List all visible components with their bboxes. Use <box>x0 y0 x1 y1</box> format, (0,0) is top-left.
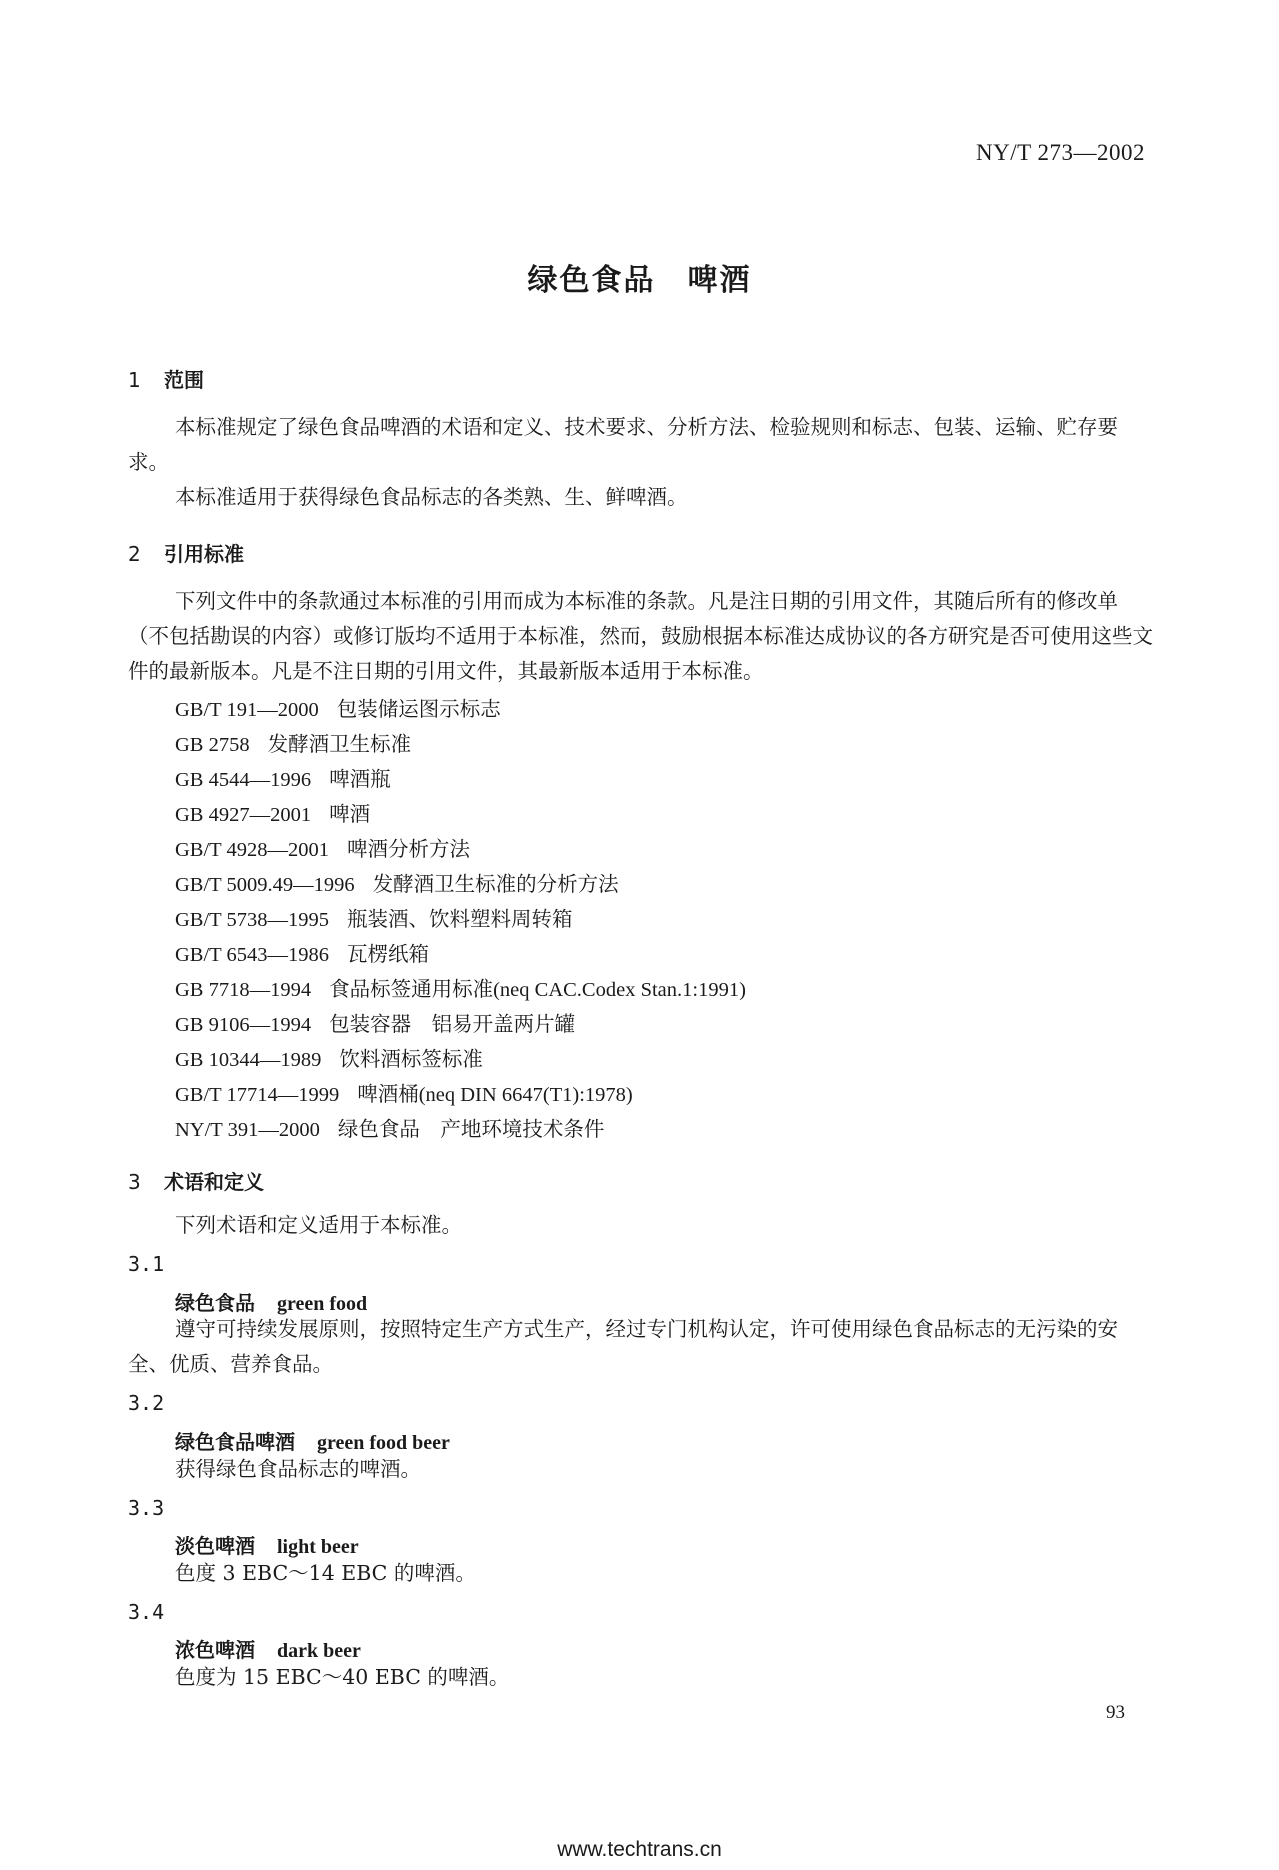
page-number: 93 <box>1106 1702 1125 1723</box>
reference-title: 啤酒分析方法 <box>346 839 470 861</box>
reference-title: 绿色食品 产地环境技术条件 <box>337 1119 605 1141</box>
reference-title: 瓦楞纸箱 <box>346 944 429 966</box>
reference-item <box>175 1007 575 1037</box>
reference-title: 饮料酒标签标准 <box>339 1049 483 1071</box>
reference-code: GB 10344—1989 <box>175 1049 322 1071</box>
term-heading <box>175 1634 361 1663</box>
term-definition: 获得绿色食品标志的啤酒。 <box>175 1457 421 1481</box>
term-en: light beer <box>277 1536 359 1558</box>
reference-code: GB 9106—1994 <box>175 1014 312 1036</box>
section-title: 术语和定义 <box>164 1170 264 1194</box>
reference-title: 包装容器 铝易开盖两片罐 <box>329 1014 576 1036</box>
term-number: 3.4 <box>128 1600 165 1624</box>
reference-item <box>175 1077 633 1107</box>
section-title: 引用标准 <box>164 542 244 566</box>
term-definition: 色度为 15 EBC～40 EBC 的啤酒。 <box>175 1665 510 1689</box>
reference-title: 啤酒桶(neq DIN 6647(T1):1978) <box>357 1084 633 1106</box>
term-number: 3.1 <box>128 1252 165 1276</box>
section-number: 1 <box>128 368 141 392</box>
footer-url[interactable]: www.techtrans.cn <box>557 1838 722 1861</box>
reference-title: 发酵酒卫生标准的分析方法 <box>372 874 619 896</box>
term-en: green food beer <box>317 1432 450 1454</box>
reference-code: GB/T 191—2000 <box>175 699 319 721</box>
reference-code: GB 4927—2001 <box>175 804 312 826</box>
reference-item <box>175 692 501 722</box>
reference-item <box>175 727 411 757</box>
section-heading-references <box>128 538 244 567</box>
term-en: green food <box>277 1293 368 1315</box>
reference-item <box>175 797 370 827</box>
reference-code: GB/T 5738—1995 <box>175 909 329 931</box>
references-intro: 下列文件中的条款通过本标准的引用而成为本标准的条款。凡是注日期的引用文件，其随后所有的修改单（不包括勘误的内容）或修订版均不适用于本标准，然而，鼓励根据本标准达成协议的各方研究是否可使用这些文件的最新版本。凡是不注日期的引用文件，其最新版本适用于本标准。 <box>128 589 1153 683</box>
reference-code: GB/T 4928—2001 <box>175 839 329 861</box>
reference-item <box>175 832 470 862</box>
scope-paragraph-2: 本标准适用于获得绿色食品标志的各类熟、生、鲜啤酒。 <box>175 485 688 509</box>
term-heading <box>175 1530 359 1559</box>
term-number: 3.2 <box>128 1391 165 1415</box>
reference-code: GB 2758 <box>175 734 250 756</box>
term-number: 3.3 <box>128 1496 165 1520</box>
page-title: 绿色食品 啤酒 <box>527 263 752 298</box>
reference-code: GB/T 6543—1986 <box>175 944 329 966</box>
section-heading-terms <box>128 1166 264 1195</box>
standard-code: NY/T 273—2002 <box>976 140 1145 165</box>
section-number: 2 <box>128 542 141 566</box>
term-en: dark beer <box>277 1640 361 1662</box>
reference-title: 包装储运图示标志 <box>336 699 501 721</box>
term-definition: 色度 3 EBC～14 EBC 的啤酒。 <box>175 1561 476 1585</box>
reference-title: 啤酒瓶 <box>329 769 391 791</box>
reference-item <box>175 867 619 897</box>
term-zh: 绿色食品 <box>175 1291 255 1315</box>
section-heading-scope <box>128 364 204 393</box>
reference-title: 食品标签通用标准(neq CAC.Codex Stan.1:1991) <box>329 979 746 1001</box>
reference-title: 发酵酒卫生标准 <box>267 734 412 756</box>
section-number: 3 <box>128 1170 141 1194</box>
reference-item <box>175 937 429 967</box>
reference-code: GB/T 5009.49—1996 <box>175 874 355 896</box>
scope-paragraph-1: 本标准规定了绿色食品啤酒的术语和定义、技术要求、分析方法、检验规则和标志、包装、运输、贮存要求。 <box>128 415 1118 474</box>
reference-title: 啤酒 <box>329 804 371 826</box>
reference-code: GB 4544—1996 <box>175 769 312 791</box>
reference-code: GB 7718—1994 <box>175 979 312 1001</box>
reference-item <box>175 1042 483 1072</box>
term-zh: 淡色啤酒 <box>175 1534 255 1558</box>
section-title: 范围 <box>164 368 204 392</box>
term-zh: 浓色啤酒 <box>175 1638 255 1662</box>
terms-intro: 下列术语和定义适用于本标准。 <box>175 1213 462 1237</box>
term-heading <box>175 1426 450 1455</box>
reference-item <box>175 1112 604 1142</box>
reference-code: GB/T 17714—1999 <box>175 1084 340 1106</box>
reference-code: NY/T 391—2000 <box>175 1119 320 1141</box>
reference-item <box>175 972 746 1002</box>
term-definition: 遵守可持续发展原则，按照特定生产方式生产，经过专门机构认定，许可使用绿色食品标志的无污染的安全、优质、营养食品。 <box>128 1317 1118 1376</box>
reference-item <box>175 762 391 792</box>
reference-item <box>175 902 572 932</box>
reference-title: 瓶装酒、饮料塑料周转箱 <box>346 909 573 931</box>
term-zh: 绿色食品啤酒 <box>175 1430 295 1454</box>
